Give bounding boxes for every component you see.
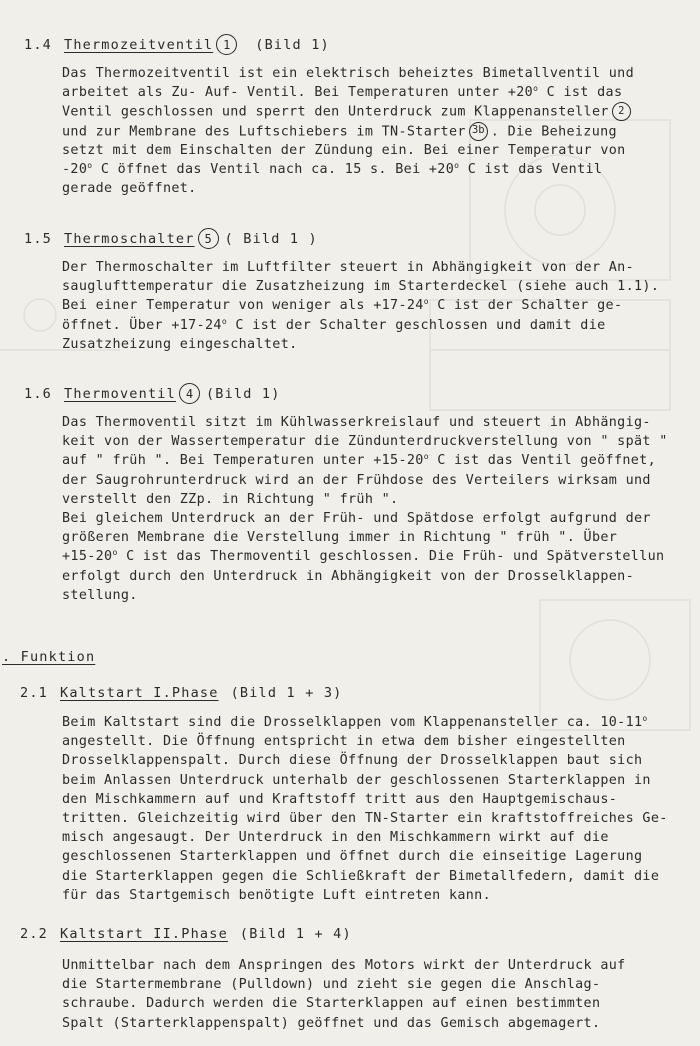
text-line: Beim Kaltstart sind die Drosselklappen vom Klappenansteller ca. 10-11$^o$	[62, 714, 648, 730]
text-line: keit von der Wassertemperatur die Zündunterdruckverstellung von " spät "	[62, 434, 668, 450]
part-number-circle: 5	[198, 228, 219, 249]
text-line: $+15-20^o$ C ist das Thermoventil geschlossen. Die Früh- und Spätverstellun	[62, 548, 665, 565]
text-line: Unmittelbar nach dem Anspringen des Motors wirkt der Unterdruck auf	[62, 958, 626, 973]
section-1-4-heading	[24, 34, 330, 55]
section-number: 2.2	[20, 926, 48, 942]
figure-reference: (Bild 1 + 4)	[239, 926, 352, 942]
text-line: öffnet. Über $+17-24^o$ C ist der Schalter geschlossen und damit die	[62, 316, 606, 333]
text-line: geschlossenen Starterklappen und öffnet durch die einseitige Lagerung	[62, 849, 643, 865]
text-line: die Starterklappen gegen die Schließkraft der Bimetallfedern, damit die	[62, 868, 660, 884]
text-line: Bei einer Temperatur von weniger als $+17-24^o$ C ist der Schalter ge-	[62, 297, 623, 314]
figure-reference: (Bild 1 + 3)	[230, 685, 343, 701]
section-1-6-heading	[24, 383, 281, 404]
text-line: die Startermembrane (Pulldown) und zieht sie gegen die Anschlag-	[62, 977, 601, 993]
text-line: beim Anlassen Unterdruck unterhalb der geschlossenen Starterklappen in	[62, 772, 651, 788]
text-line: Das Thermoventil sitzt im Kühlwasserkreislauf und steuert in Abhängig-	[62, 415, 651, 430]
text-line: schraube. Dadurch werden die Starterklappen auf einen bestimmten	[62, 996, 601, 1012]
text-line: tritten. Gleichzeitig wird über den TN-Starter ein kraftstoffreiches Ge-	[62, 810, 668, 826]
text-line: misch angesaugt. Der Unterdruck in den Mischkammern wirkt auf die	[62, 830, 609, 846]
section-1-4-text	[62, 64, 698, 198]
section-title: Thermozeitventil	[64, 36, 214, 53]
text-line: Spalt (Starterklappenspalt) geöffnet und das Gemisch abgemagert.	[62, 1015, 601, 1031]
text-line: Das Thermozeitventil ist ein elektrisch beheiztes Bimetallventil und	[62, 66, 635, 81]
figure-reference: (Bild 1)	[255, 36, 330, 53]
section-1-5-text	[62, 258, 698, 354]
section-number: 2.1	[20, 685, 48, 701]
section-2-1-text	[62, 713, 698, 905]
part-number-circle: 2	[612, 102, 631, 121]
text-line: stellung.	[62, 587, 138, 603]
text-line: gerade geöffnet.	[62, 181, 197, 197]
chapter-title: . Funktion	[2, 649, 96, 665]
section-1-6-text	[62, 413, 698, 605]
text-line: Der Thermoschalter im Luftfilter steuert in Abhängigkeit von der An-	[62, 260, 635, 275]
text-line-part: Ventil geschlossen und sperrt den Unterdruck zum Klappenansteller	[62, 104, 609, 120]
part-number-circle: 3b	[469, 122, 488, 141]
part-number-circle: 1	[216, 34, 237, 55]
text-line: größeren Membrane die Verstellung immer in Richtung " früh ". Über	[62, 530, 618, 546]
text-line: für das Startgemisch benötigte Luft eintreten kann.	[62, 887, 492, 903]
text-line: Zusatzheizung eingeschaltet.	[62, 336, 298, 352]
part-number-circle: 4	[179, 383, 200, 404]
text-line: angestellt. Die Öffnung entspricht in etwa dem bisher eingestellten	[62, 734, 626, 750]
section-number: 1.4	[24, 36, 52, 53]
section-title: Thermoschalter	[64, 230, 195, 247]
text-line: der Saugrohrunterdruck wird an der Frühdose des Verteilers wirksam und	[62, 472, 651, 488]
section-2-1-heading	[20, 685, 343, 701]
text-line: setzt mit dem Einschalten der Zündung ein. Bei einer Temperatur von	[62, 142, 626, 158]
section-2-2-heading	[20, 926, 352, 942]
text-line	[62, 102, 698, 121]
text-line: Drosselklappenspalt. Durch diese Öffnung der Drosselklappen baut sich	[62, 753, 643, 769]
text-line: verstellt den ZZp. in Richtung " früh ".	[62, 491, 399, 507]
text-line-part: und zur Membrane des Luftschiebers im TN-Starter	[62, 124, 466, 140]
figure-reference: (Bild 1)	[205, 385, 281, 402]
text-line-part: . Die Beheizung	[490, 124, 617, 140]
chapter-heading	[2, 649, 95, 665]
text-line: arbeitet als Zu- Auf- Ventil. Bei Temperaturen unter $+20^o$ C ist das	[62, 84, 623, 101]
section-title: Kaltstart II.Phase	[60, 926, 228, 942]
section-2-2-text	[62, 956, 698, 1033]
text-line: Bei gleichem Unterdruck an der Früh- und Spätdose erfolgt aufgrund der	[62, 510, 651, 526]
section-title: Thermoventil	[64, 385, 176, 402]
text-line	[62, 122, 698, 141]
figure-reference: ( Bild 1 )	[224, 230, 318, 247]
section-number: 1.6	[24, 385, 52, 402]
text-line: erfolgt durch den Unterdruck in Abhängigkeit von der Drosselklappen-	[62, 568, 635, 584]
section-1-5-heading	[24, 228, 318, 249]
text-line: sauglufttemperatur die Zusatzheizung im Starterdeckel (siehe auch 1.1).	[62, 279, 660, 295]
section-number: 1.5	[24, 230, 52, 247]
text-line: -20$^o$ C öffnet das Ventil nach ca. 15 s. Bei $+20^o$ C ist das Ventil	[62, 160, 603, 177]
text-line: auf " früh ". Bei Temperaturen unter $+15-20^o$ C ist das Ventil geöffnet,	[62, 452, 657, 469]
section-title: Kaltstart I.Phase	[60, 685, 219, 701]
text-line: den Mischkammern auf und Kraftstoff tritt aus den Hauptgemischaus-	[62, 791, 618, 807]
